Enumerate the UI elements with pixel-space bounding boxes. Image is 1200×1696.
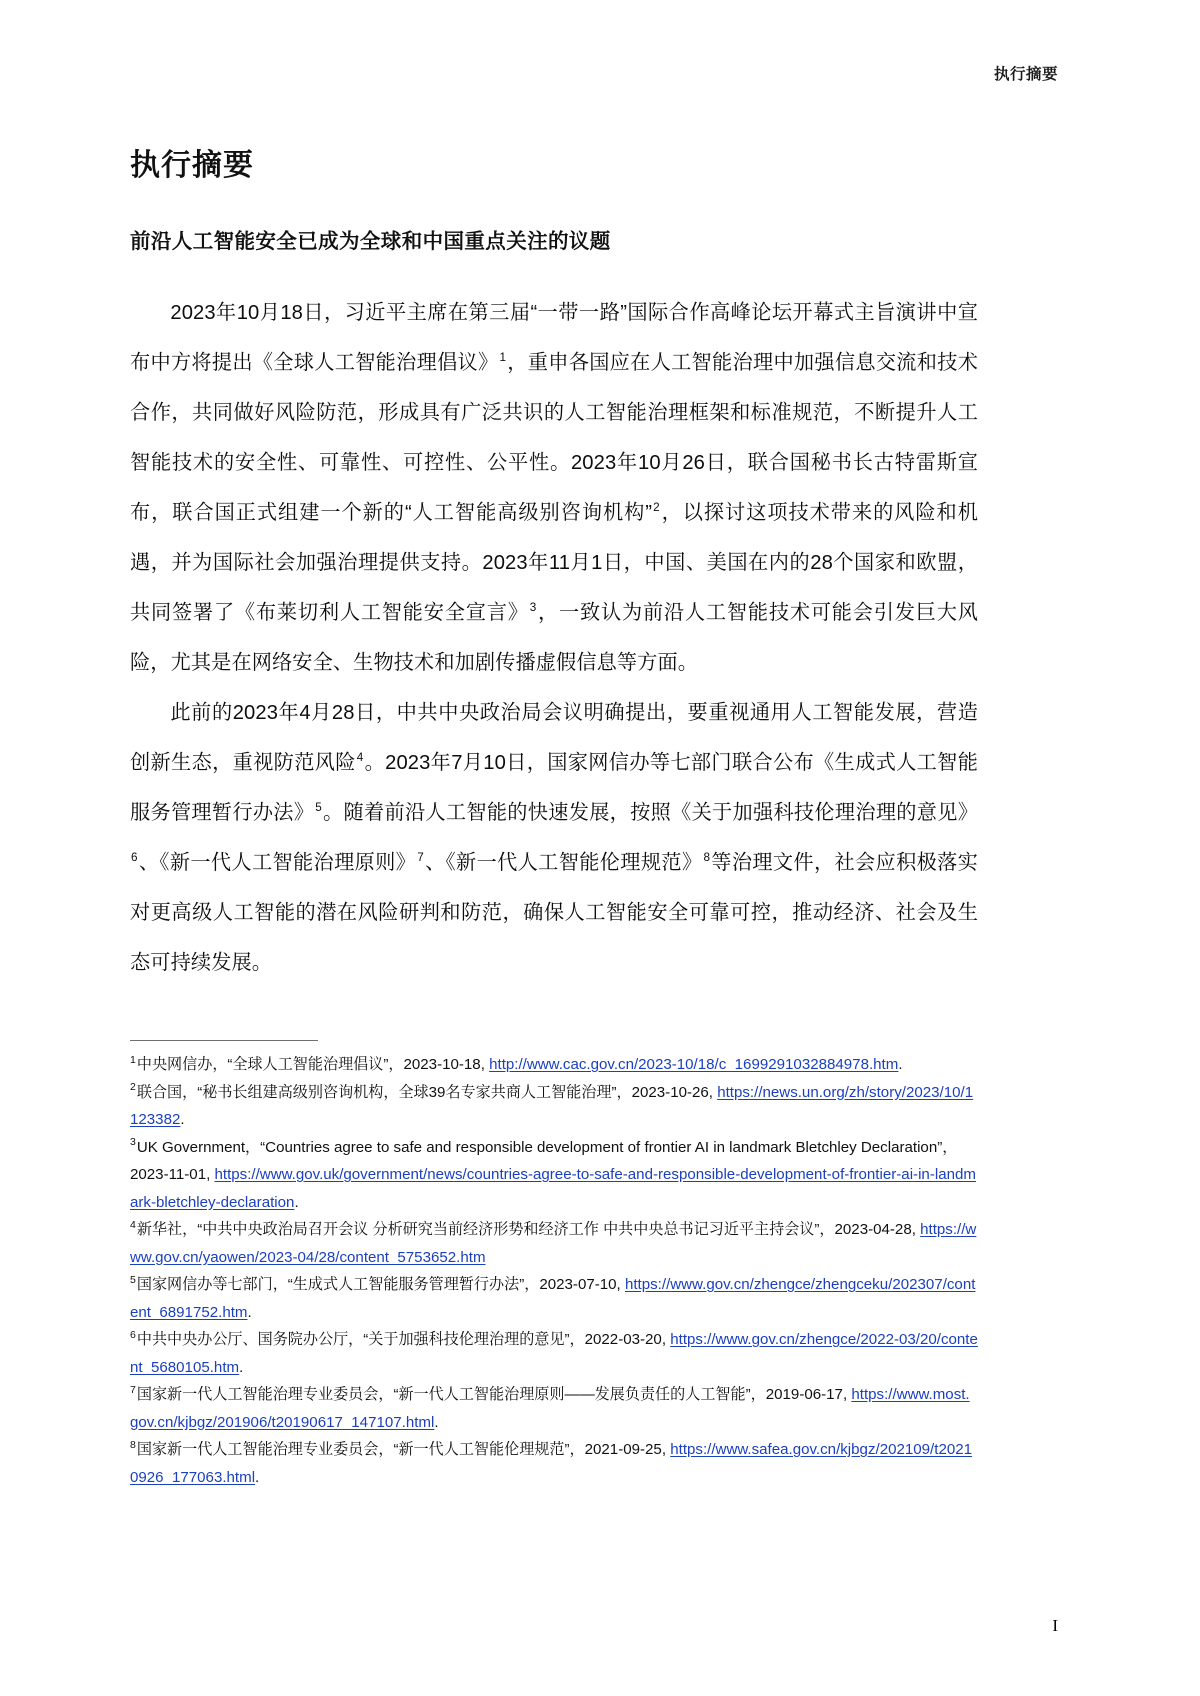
footnote-link[interactable]: https://www.gov.cn/yaowen/2023-04/28/content_5753652.htm — [130, 1221, 977, 1266]
para2-seg1: 此前的2023年4月28日，中共中央政治局会议明确提出，要重视通用人工智能发展，营造创新生态，重视防范风险 — [130, 702, 978, 774]
para1-seg4: ，一致认为前沿人工智能技术可能会引发巨大风险，尤其是在网络安全、生物技术和加剧传播虚假信息等方面。 — [130, 602, 979, 674]
footnote-ref-2[interactable]: 2 — [653, 501, 660, 515]
footnote-marker: 6 — [130, 1328, 136, 1341]
footnote-marker: 8 — [130, 1438, 136, 1451]
footnote-item — [130, 1436, 978, 1491]
document-content — [130, 140, 978, 988]
footnote-item — [130, 1271, 978, 1326]
footnote-area — [130, 1040, 978, 1491]
footnote-text: 国家新一代人工智能治理专业委员会，“新一代人工智能伦理规范”，2021-09-25, — [136, 1441, 667, 1458]
page-number: I — [1052, 1616, 1058, 1635]
footnote-item — [130, 1079, 978, 1134]
footnote-tail: . — [180, 1111, 185, 1128]
footnote-separator-rule — [130, 1040, 318, 1041]
footnote-text: UK Government，“Countries agree to safe and responsible development of frontier AI in landmark Bletchley Declaration”，2023-11-01, — [130, 1138, 958, 1183]
page-title: 执行摘要 — [130, 149, 254, 182]
footnote-text: 新华社，“中共中央政治局召开会议 分析研究当前经济形势和经济工作 中共中央总书记习近平主持会议”，2023-04-28, — [136, 1221, 916, 1238]
footnote-link[interactable]: https://news.un.org/zh/story/2023/10/1123382 — [130, 1083, 974, 1128]
footnote-item — [130, 1051, 978, 1079]
para2-seg3: 。随着前沿人工智能的快速发展，按照《关于加强科技伦理治理的意见》 — [322, 802, 978, 824]
body-paragraph-2 — [130, 688, 978, 988]
footnote-link[interactable]: https://www.gov.cn/zhengce/2022-03/20/content_5680105.htm — [130, 1331, 978, 1376]
body-paragraph-1 — [130, 288, 978, 688]
footnote-marker: 2 — [130, 1081, 136, 1094]
footnote-item — [130, 1326, 978, 1381]
footnote-tail: . — [255, 1468, 260, 1486]
footnote-text: 联合国，“秘书长组建高级别咨询机构，全球39名专家共商人工智能治理”，2023-10-26, — [136, 1083, 713, 1101]
para2-seg4: 、《新一代人工智能治理原则》 — [138, 852, 417, 874]
footnote-item — [130, 1216, 978, 1271]
footnote-tail: . — [239, 1358, 244, 1376]
para1-seg1: 2023年10月18日，习近平主席在第三届“一带一路”国际合作高峰论坛开幕式主旨演讲中宣布中方将提出《全球人工智能治理倡议》 — [130, 302, 978, 374]
footnote-ref-1[interactable]: 1 — [499, 351, 507, 365]
footnote-link[interactable]: https://www.safea.gov.cn/kjbgz/202109/t20210926_177063.html — [130, 1441, 973, 1486]
footnote-ref-4[interactable]: 4 — [356, 751, 364, 765]
footnote-link[interactable]: http://www.cac.gov.cn/2023-10/18/c_1699291032884978.htm — [489, 1056, 899, 1073]
footnote-link[interactable]: https://www.gov.uk/government/news/countries-agree-to-safe-and-responsible-development-of-frontier-ai-in-landmark-bletchley-declaration — [130, 1166, 976, 1211]
para1-seg2: ，重申各国应在人工智能治理中加强信息交流和技术合作，共同做好风险防范，形成具有广泛共识的人工智能治理框架和标准规范，不断提升人工智能技术的安全性、可靠性、可控性、公平性。2023年10月26日，联合国秘书长古特雷斯宣布，联合国正式组建一个新的“人工智能高级别咨询机构” — [130, 352, 978, 524]
footnote-list — [130, 1051, 978, 1491]
footnote-text: 中共中央办公厅、国务院办公厅，“关于加强科技伦理治理的意见”，2022-03-20, — [136, 1331, 667, 1348]
section-title: 前沿人工智能安全已成为全球和中国重点关注的议题 — [130, 230, 611, 253]
footnote-ref-8[interactable]: 8 — [703, 851, 711, 865]
footnote-item — [130, 1381, 978, 1436]
footnote-text: 国家网信办等七部门，“生成式人工智能服务管理暂行办法”，2023-07-10, — [136, 1276, 621, 1293]
footnote-marker: 5 — [130, 1273, 136, 1286]
footnote-tail: . — [898, 1056, 903, 1073]
footnote-marker: 1 — [130, 1053, 136, 1066]
para2-seg6: 等治理文件，社会应积极落实对更高级人工智能的潜在风险研判和防范，确保人工智能安全可靠可控，推动经济、社会及生态可持续发展。 — [130, 852, 978, 974]
footnote-tail: . — [434, 1413, 439, 1431]
footnote-ref-6[interactable]: 6 — [131, 851, 138, 865]
footnote-tail: . — [294, 1193, 299, 1211]
footnote-link[interactable]: https://www.most.gov.cn/kjbgz/201906/t20190617_147107.html — [130, 1386, 970, 1431]
footnote-tail: . — [247, 1303, 252, 1321]
para1-seg3: ，以探讨这项技术带来的风险和机遇，并为国际社会加强治理提供支持。2023年11月1日，中国、美国在内的28个国家和欧盟，共同签署了《布莱切利人工智能安全宣言》 — [130, 502, 978, 624]
footnote-ref-3[interactable]: 3 — [529, 601, 537, 615]
footnote-marker: 7 — [130, 1383, 136, 1396]
footnote-link[interactable]: https://www.gov.cn/zhengce/zhengceku/202307/content_6891752.htm — [130, 1276, 976, 1321]
footnote-ref-7[interactable]: 7 — [417, 851, 424, 865]
footnote-item — [130, 1134, 978, 1217]
para2-seg5: 、《新一代人工智能伦理规范》 — [424, 852, 703, 874]
footnote-text: 中央网信办，“全球人工智能治理倡议”，2023-10-18, — [136, 1056, 485, 1073]
footnote-marker: 4 — [130, 1218, 136, 1231]
footnote-marker: 3 — [130, 1136, 136, 1149]
footnote-ref-5[interactable]: 5 — [315, 801, 322, 815]
running-header: 执行摘要 — [993, 66, 1058, 83]
para2-seg2: 。2023年7月10日，国家网信办等七部门联合公布《生成式人工智能服务管理暂行办法》 — [130, 752, 978, 824]
footnote-text: 国家新一代人工智能治理专业委员会，“新一代人工智能治理原则——发展负责任的人工智能”，2019-06-17, — [136, 1386, 848, 1403]
